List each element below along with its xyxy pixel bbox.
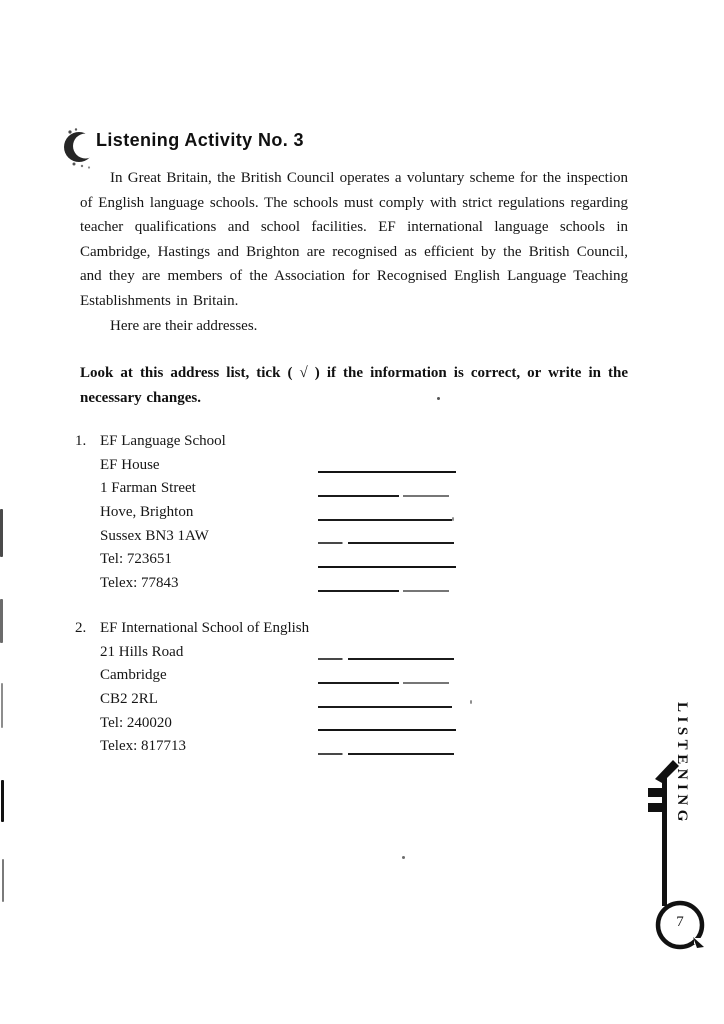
address-line-text: Telex: 817713 [100,738,187,755]
intro-paragraph: In Great Britain, the British Council operates a voluntary scheme for the inspection of English language schools. The schools must comply with strict regulations regarding teacher qualifications and school facilities. EF international language schools in Cambridge, Hastings and Brighton are recognised as efficient by the British Council, and they are members of the Association for Recognised English Language Teaching Establishments in Britain. [80,170,628,309]
address-line [75,664,485,688]
address-line [75,501,485,525]
address-line-text: EF House [100,456,160,473]
write-in-blank [318,566,456,568]
address-line [75,688,485,712]
address-line-text: 1 Farman Street [100,480,196,497]
list-number: 2. [75,619,87,636]
write-in-blank [318,753,454,755]
address-list-2 [75,617,485,759]
margin-scan-mark [0,509,3,557]
write-in-blank [318,590,449,592]
write-in-blank [318,471,456,473]
margin-scan-mark [1,683,3,728]
address-line-text: Sussex BN3 1AW [100,527,209,544]
margin-scan-mark [1,780,4,822]
scan-speck [437,397,440,400]
scan-speck [470,700,472,704]
write-in-blank [318,658,454,660]
margin-scan-mark [0,599,3,643]
address-line [75,641,485,665]
address-lists [75,430,485,759]
address-line [75,525,485,549]
address-line [75,548,485,572]
page-title: Listening Activity No. 3 [96,130,304,150]
write-in-blank [318,706,452,708]
address-line [75,454,485,478]
address-list-heading [75,617,485,641]
address-line-text: Cambridge [100,667,167,684]
write-in-blank [318,682,449,684]
address-line [75,735,485,759]
scan-speck [452,517,454,521]
address-list-heading [75,430,485,454]
write-in-blank [318,542,454,544]
address-line-text: Hove, Brighton [100,504,194,521]
task-instruction: Look at this address list, tick ( √ ) if the information is correct, or write in the necessary changes. [80,365,628,406]
scan-speck [402,856,405,859]
address-line-text: CB2 2RL [100,690,158,707]
address-line-text: Tel: 240020 [100,714,172,731]
address-line [75,572,485,596]
intro-section [80,166,628,338]
address-line-text: Tel: 723651 [100,551,172,568]
address-line-text: Telex: 77843 [100,575,179,592]
school-name: EF Language School [100,433,226,449]
write-in-blank [318,519,452,521]
write-in-blank [318,495,449,497]
page-number: 7 [676,914,684,930]
section-tab-listening: LISTENING [674,702,690,826]
margin-scan-mark [2,859,4,902]
addresses-intro-line: Here are their addresses. [110,317,258,334]
write-in-blank [318,729,456,731]
address-line-text: 21 Hills Road [100,643,184,660]
address-line [75,712,485,736]
school-name: EF International School of English [100,619,310,636]
list-number: 1. [75,433,87,449]
address-list-1 [75,430,485,596]
address-line [75,477,485,501]
